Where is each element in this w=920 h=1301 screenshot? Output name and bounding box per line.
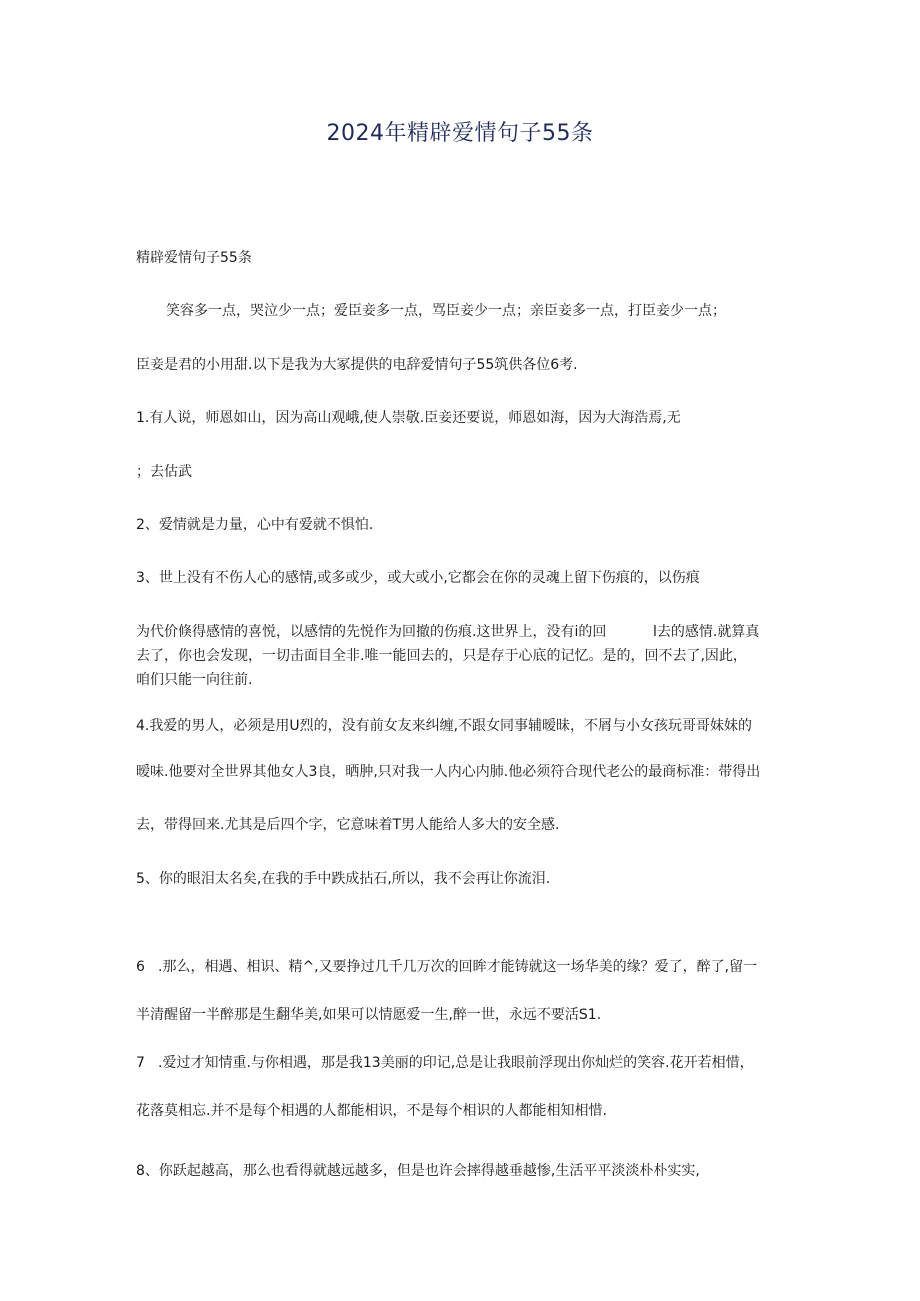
- item-2: 2、爱情就是力量，心中有爱就不惧怕.: [136, 517, 374, 533]
- intro-line-2: 臣妾是君的小用甜.以下是我为大冢提供的电辞爱情句子55筑供各位6考.: [136, 357, 578, 373]
- item-7-text: .爱过才知情重.与你相遇，那是我13美丽的印记,总是让我眼前浮现出你灿烂的笑容.花开若相惜，: [158, 1055, 754, 1071]
- item-7-line-1: [136, 1053, 754, 1073]
- item-4-line-2: 暧味.他要对全世界其他女人3良，晒肿,只对我一人内心内肺.他必须符合现代老公的最商标准：带得出: [136, 764, 761, 780]
- item-6-text: .那么，相遇、相识、精^,又要挣过几千几万次的回眸才能铸就这一场华美的缘？爱了，醉了,留一: [158, 959, 758, 975]
- item-1-line-2: ；去估武: [136, 464, 192, 480]
- item-8: 8、你跃起越高，那么也看得就越远越多，但是也许会摔得越垂越惨,生活平平淡淡朴朴实实,: [136, 1163, 700, 1179]
- item-4-line-1: 4.我爱的男人，必须是用U烈的，没有前女友来纠缠,不跟女同事辅暧昧，不屑与小女孩玩哥哥妹妹的: [136, 718, 753, 734]
- item-3-line-3: 去了，你也会发现，一切击面目全非.唯一能回去的，只是存于心底的记忆。是的，回不去了,因此，: [136, 648, 747, 664]
- item-3-line-2-right: l去的感情.就算真: [653, 624, 760, 640]
- item-3-line-1: 3、世上没有不伤人心的感情,或多或少，或大或小,它都会在你的灵魂上留下伤痕的，以伤痕: [136, 570, 700, 586]
- item-7-number: 7: [136, 1055, 145, 1071]
- item-6-line-1: [136, 957, 757, 977]
- item-1-line-1: 1.有人说，师恩如山，因为高山观峨,使人崇敬.臣妾还要说，师恩如海，因为大海浩焉,无: [136, 410, 681, 426]
- item-7-line-2: 花落莫相忘.并不是每个相遇的人都能相识，不是每个相识的人都能相知相惜.: [136, 1103, 607, 1119]
- item-6-number: 6: [136, 959, 145, 975]
- subtitle: 精辟爱情句子55条: [136, 250, 252, 266]
- item-6-line-2: 半清醒留一半醉那是生翻华美,如果可以情愿爱一生,醉一世，永远不要活S1.: [136, 1007, 602, 1023]
- item-4-line-3: 去，带得回来.尤其是后四个字，它意味着T男人能给人多大的安全感.: [136, 817, 560, 833]
- item-5: 5、你的眼泪太名矣,在我的手中跌成拈石,所以，我不会再让你流泪.: [136, 871, 551, 887]
- intro-line-1: 笑容多一点，哭泣少一点；爱臣妾多一点，骂臣妾少一点；亲臣妾多一点，打臣妾少一点；: [166, 303, 726, 319]
- document-title: 2024年精辟爱情句子55条: [326, 121, 594, 146]
- item-3-line-4: 咱们只能一向往前.: [136, 672, 253, 688]
- item-3-line-2-left: 为代价倏得感情的喜悦，以感情的先悦作为回撤的伤痕.这世界上，没有i的回: [136, 624, 607, 640]
